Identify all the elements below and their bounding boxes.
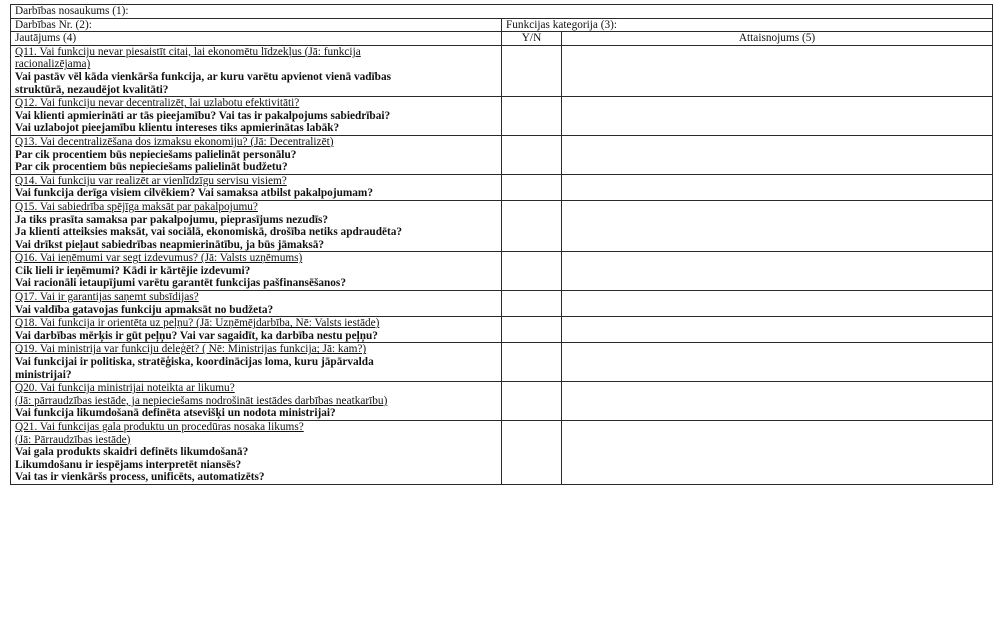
activity-number-label: Darbības Nr. (2): bbox=[11, 18, 502, 32]
yn-answer-cell[interactable] bbox=[502, 382, 562, 421]
yn-answer-cell[interactable] bbox=[502, 135, 562, 174]
yn-answer-cell[interactable] bbox=[502, 97, 562, 136]
question-heading: Q17. Vai ir garantijas saņemt subsīdijas? bbox=[15, 291, 199, 304]
sub-question: Vai gala produkts skaidri definēts likumdošanā? bbox=[15, 446, 249, 459]
question-row-q14 bbox=[11, 174, 993, 200]
question-heading: (Jā: pārraudzības iestāde, ja nepieciešams nodrošināt iestādes darbības neatkarību) bbox=[15, 394, 388, 407]
justification-column-header: Attaisnojums (5) bbox=[562, 32, 993, 46]
question-cell bbox=[11, 135, 502, 174]
activity-name-label: Darbības nosaukums (1): bbox=[11, 5, 993, 19]
function-category-label: Funkcijas kategorija (3): bbox=[502, 18, 993, 32]
sub-question: Vai pastāv vēl kāda vienkārša funkcija, ar kuru varētu apvienot vienā vadības bbox=[15, 70, 391, 83]
question-heading: Q20. Vai funkcija ministrijai noteikta ar likumu? bbox=[15, 382, 235, 395]
question-cell bbox=[11, 174, 502, 200]
yn-answer-cell[interactable] bbox=[502, 421, 562, 485]
justification-cell[interactable] bbox=[562, 317, 993, 343]
sub-question: Vai uzlabojot pieejamību klientu intereses tiks apmierinātas labāk? bbox=[15, 122, 340, 135]
evaluation-form bbox=[10, 4, 992, 616]
question-heading: (Jā: Pārraudzības iestāde) bbox=[15, 433, 131, 446]
question-row-q11 bbox=[11, 45, 993, 96]
question-cell bbox=[11, 45, 502, 96]
question-heading: Q14. Vai funkciju var realizēt ar vienlīdzīgu servisu visiem? bbox=[15, 174, 287, 187]
question-row-q21 bbox=[11, 421, 993, 485]
yn-answer-cell[interactable] bbox=[502, 200, 562, 251]
question-row-q12 bbox=[11, 97, 993, 136]
question-cell bbox=[11, 252, 502, 291]
yn-answer-cell[interactable] bbox=[502, 174, 562, 200]
justification-cell[interactable] bbox=[562, 97, 993, 136]
yn-answer-cell[interactable] bbox=[502, 291, 562, 317]
sub-question: Vai klienti apmierināti ar tās pieejamību? Vai tas ir pakalpojums sabiedrībai? bbox=[15, 109, 391, 122]
question-cell bbox=[11, 97, 502, 136]
sub-question: Vai tas ir vienkāršs process, unificēts, automatizēts? bbox=[15, 471, 265, 484]
justification-cell[interactable] bbox=[562, 343, 993, 382]
sub-question: Vai darbības mērķis ir gūt peļņu? Vai var sagaidīt, ka darbība nestu peļņu? bbox=[15, 329, 378, 342]
question-row-q13 bbox=[11, 135, 993, 174]
sub-question: Vai drīkst pieļaut sabiedrības neapmierinātību, ja būs jāmaksā? bbox=[15, 238, 325, 251]
justification-cell[interactable] bbox=[562, 382, 993, 421]
header-row-activity-name bbox=[11, 5, 993, 19]
question-row-q15 bbox=[11, 200, 993, 251]
sub-question: Ja tiks prasīta samaksa par pakalpojumu, pieprasījums nezudīs? bbox=[15, 213, 329, 226]
question-cell bbox=[11, 200, 502, 251]
question-cell bbox=[11, 382, 502, 421]
question-heading: Q13. Vai decentralizēšana dos izmaksu ekonomiju? (Jā: Decentralizēt) bbox=[15, 135, 334, 148]
question-row-q17 bbox=[11, 291, 993, 317]
question-heading: Q18. Vai funkcija ir orientēta uz peļņu? (Jā: Uzņēmējdarbība, Nē: Valsts iestāde) bbox=[15, 317, 380, 330]
sub-question: Vai funkcija likumdošanā definēta atsevišķi un nodota ministrijai? bbox=[15, 407, 336, 420]
sub-question: Vai funkcijai ir politiska, stratēģiska, koordinācijas loma, kuru jāpārvalda bbox=[15, 356, 374, 369]
question-row-q19 bbox=[11, 343, 993, 382]
column-header-row bbox=[11, 32, 993, 46]
justification-cell[interactable] bbox=[562, 45, 993, 96]
question-heading: Q19. Vai ministrija var funkciju deleģēt? ( Nē: Ministrijas funkcija; Jā: kam?) bbox=[15, 343, 367, 356]
justification-cell[interactable] bbox=[562, 200, 993, 251]
sub-question: Vai funkcija derīga visiem cilvēkiem? Vai samaksa atbilst pakalpojumam? bbox=[15, 187, 373, 200]
question-row-q20 bbox=[11, 382, 993, 421]
question-heading: Q11. Vai funkciju nevar piesaistīt citai, lai ekonomētu līdzekļus (Jā: funkcija bbox=[15, 45, 361, 58]
sub-question: Vai racionāli ietaupījumi varētu garantēt funkcijas pašfinansēšanos? bbox=[15, 277, 346, 290]
question-heading: racionalizējama) bbox=[15, 58, 91, 71]
question-heading: Q16. Vai ieņēmumi var segt izdevumus? (Jā: Valsts uzņēmums) bbox=[15, 252, 303, 265]
yn-answer-cell[interactable] bbox=[502, 252, 562, 291]
function-assessment-table bbox=[10, 4, 993, 485]
question-column-header: Jautājums (4) bbox=[11, 32, 502, 46]
sub-question: Likumdošanu ir iespējams interpretēt niansēs? bbox=[15, 458, 242, 471]
question-cell bbox=[11, 317, 502, 343]
question-heading: Q12. Vai funkciju nevar decentralizēt, lai uzlabotu efektivitāti? bbox=[15, 97, 300, 110]
question-row-q18 bbox=[11, 317, 993, 343]
question-heading: Q21. Vai funkcijas gala produktu un procedūras nosaka likums? bbox=[15, 421, 304, 433]
question-cell bbox=[11, 343, 502, 382]
sub-question: Ja klienti atteiksies maksāt, vai sociālā, ekonomiskā, drošība netiks apdraudēta? bbox=[15, 226, 403, 239]
justification-cell[interactable] bbox=[562, 421, 993, 485]
yn-answer-cell[interactable] bbox=[502, 317, 562, 343]
question-heading: Q15. Vai sabiedrība spējīga maksāt par pakalpojumu? bbox=[15, 200, 258, 213]
sub-question: ministrijai? bbox=[15, 368, 72, 381]
question-cell bbox=[11, 291, 502, 317]
sub-question: Vai valdība gatavojas funkciju apmaksāt no budžeta? bbox=[15, 303, 274, 316]
yn-answer-cell[interactable] bbox=[502, 45, 562, 96]
justification-cell[interactable] bbox=[562, 291, 993, 317]
justification-cell[interactable] bbox=[562, 174, 993, 200]
justification-cell[interactable] bbox=[562, 135, 993, 174]
sub-question: Cik lieli ir ieņēmumi? Kādi ir kārtējie izdevumi? bbox=[15, 264, 251, 277]
header-row-activity-number bbox=[11, 18, 993, 32]
yn-column-header: Y/N bbox=[502, 32, 562, 46]
question-cell bbox=[11, 421, 502, 485]
question-row-q16 bbox=[11, 252, 993, 291]
sub-question: struktūrā, nezaudējot kvalitāti? bbox=[15, 83, 169, 96]
justification-cell[interactable] bbox=[562, 252, 993, 291]
sub-question: Par cik procentiem būs nepieciešams palielināt budžetu? bbox=[15, 161, 288, 174]
yn-answer-cell[interactable] bbox=[502, 343, 562, 382]
sub-question: Par cik procentiem būs nepieciešams palielināt personālu? bbox=[15, 148, 297, 161]
